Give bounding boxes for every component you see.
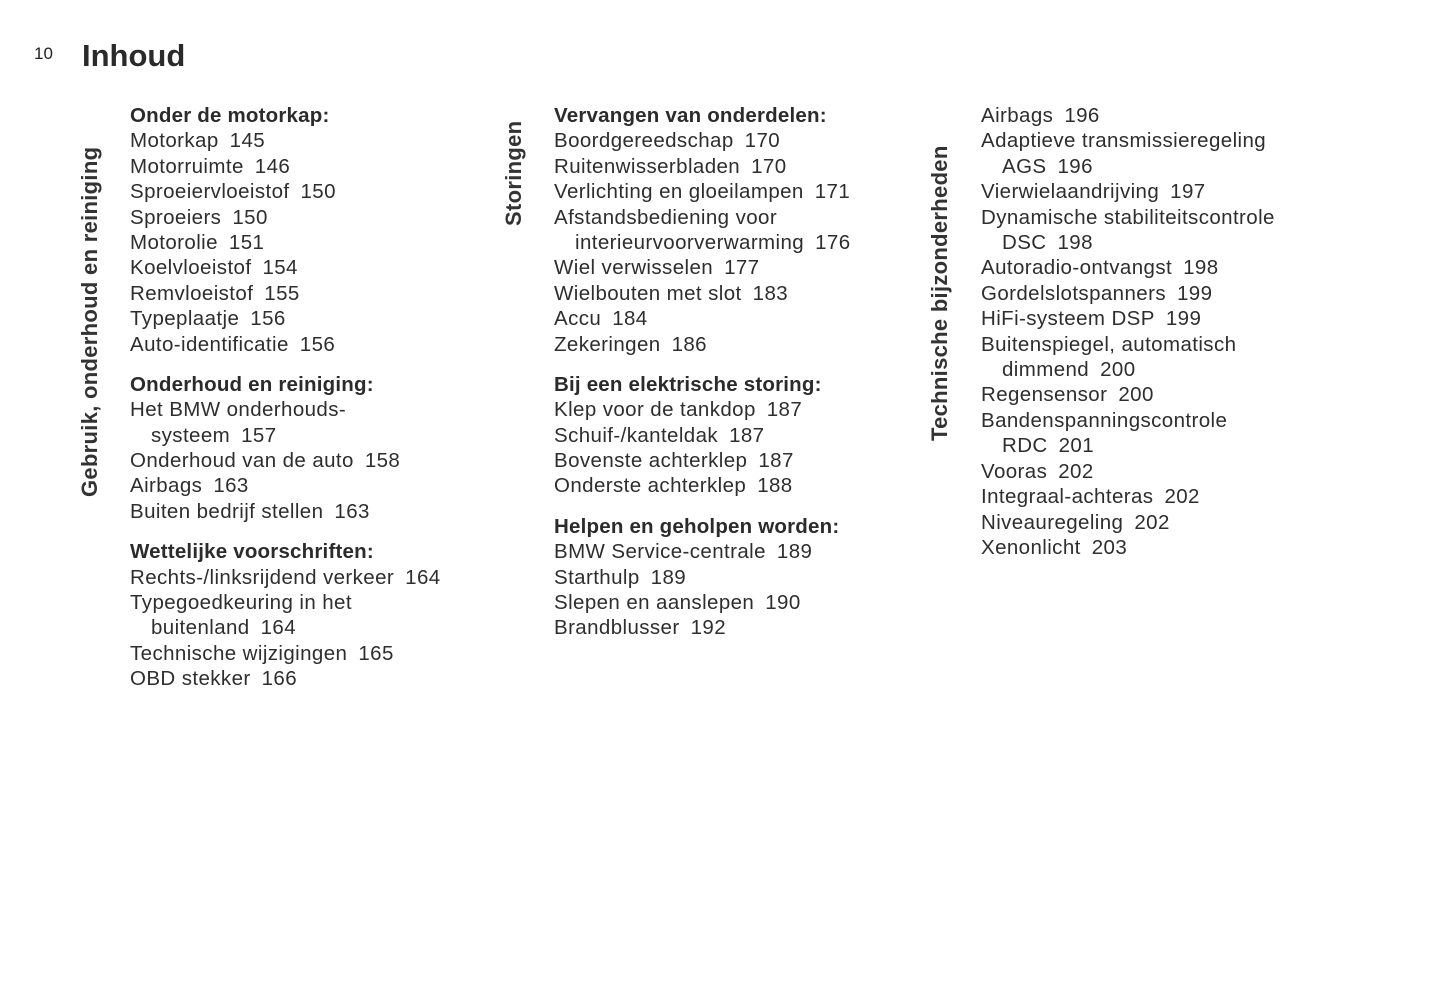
toc-entry[interactable] (130, 306, 500, 331)
entry-page-number: 199 (1165, 307, 1202, 331)
toc-entry[interactable] (554, 281, 914, 306)
entry-page-number: 177 (724, 256, 760, 280)
entry-title: Verlichting en gloeilampen (554, 180, 804, 204)
toc-entry[interactable] (554, 448, 914, 473)
section-heading: Helpen en geholpen worden: (554, 514, 840, 538)
toc-entry[interactable] (554, 423, 914, 448)
toc-entry[interactable] (130, 230, 500, 255)
toc-entry[interactable] (130, 281, 500, 306)
toc-entry[interactable] (981, 281, 1361, 306)
entry-page-number: 197 (1170, 180, 1206, 204)
entry-title: Rechts-/linksrijdend verkeer (130, 565, 395, 589)
entry-title: Wielbouten met slot (554, 281, 742, 305)
entry-title: Wiel verwisselen (554, 256, 714, 280)
toc-entry[interactable] (981, 382, 1361, 407)
entry-title: Remvloeistof (130, 281, 254, 305)
toc-section (554, 372, 914, 499)
toc-entry[interactable] (981, 128, 1361, 179)
toc-section (130, 103, 500, 357)
entry-page-number: 202 (1134, 510, 1170, 534)
entry-page-number: 202 (1164, 485, 1200, 509)
entry-page-number: 165 (358, 641, 394, 665)
entry-title: Buiten bedrijf stellen (130, 499, 324, 523)
entry-title-continued-text: AGS (1002, 154, 1047, 178)
toc-entry[interactable] (130, 154, 500, 179)
entry-page-number: 163 (213, 474, 249, 498)
toc-column-1 (130, 103, 500, 692)
entry-page-number: 170 (751, 154, 787, 178)
entry-title: Afstandsbediening voor (554, 205, 778, 229)
entry-title-continued-text: interieurvoorverwarming (575, 231, 805, 255)
entry-page-number: 192 (690, 616, 726, 640)
entry-title: Zekeringen (554, 332, 661, 356)
entry-title-continued (981, 357, 1361, 382)
toc-entry[interactable] (981, 306, 1361, 331)
entry-page-number: 164 (405, 565, 441, 589)
toc-entry[interactable] (130, 473, 500, 498)
toc-entry[interactable] (554, 205, 914, 256)
entry-title: Gordelslotspanners (981, 281, 1166, 305)
entry-page-number: 190 (765, 590, 801, 614)
entry-title-continued-text: dimmend (1002, 358, 1090, 382)
entry-page-number: 202 (1058, 459, 1094, 483)
entry-title: Typeplaatje (130, 307, 240, 331)
toc-entry[interactable] (554, 332, 914, 357)
toc-section (554, 514, 914, 641)
side-label-gebruik: Gebruik, onderhoud en reiniging (77, 146, 102, 497)
entry-page-number: 154 (262, 256, 298, 280)
toc-entry[interactable] (130, 448, 500, 473)
entry-title: Typegoedkeuring in het (130, 590, 352, 614)
entry-page-number: 150 (232, 205, 268, 229)
toc-entry[interactable] (130, 565, 500, 590)
entry-title: Vierwielaandrijving (981, 180, 1160, 204)
entry-page-number: 155 (264, 281, 300, 305)
toc-entry[interactable] (981, 459, 1361, 484)
entry-title-continued-text: systeem (151, 423, 231, 447)
entry-page-number: 187 (729, 423, 765, 447)
entry-title-continued (981, 154, 1361, 179)
entry-page-number: 146 (254, 154, 291, 178)
entry-title: Niveauregeling (981, 510, 1124, 534)
toc-entry[interactable] (981, 408, 1361, 459)
page-number: 10 (34, 44, 53, 63)
side-label-storingen: Storingen (501, 120, 526, 226)
entry-title: Het BMW onderhouds- (130, 398, 347, 422)
toc-entry[interactable] (130, 499, 500, 524)
entry-page-number: 164 (260, 616, 297, 640)
toc-entry[interactable] (981, 535, 1361, 560)
toc-entry[interactable] (981, 484, 1361, 509)
entry-page-number: 189 (776, 540, 813, 564)
entry-title: HiFi-systeem DSP (981, 307, 1155, 331)
entry-title: Onderhoud van de auto (130, 449, 354, 473)
entry-title: Motorolie (130, 231, 218, 255)
toc-entry[interactable] (981, 255, 1361, 280)
toc-entry[interactable] (130, 397, 500, 448)
entry-title-continued (981, 433, 1361, 458)
entry-title: Starthulp (554, 565, 640, 589)
entry-page-number: 189 (650, 565, 687, 589)
entry-page-number: 203 (1091, 535, 1128, 559)
section-heading: Onder de motorkap: (130, 104, 330, 127)
section-heading: Bij een elektrische storing: (554, 372, 822, 396)
entry-title: Ruitenwisserbladen (554, 154, 741, 178)
toc-entry[interactable] (554, 179, 914, 204)
entry-page-number: 151 (228, 231, 265, 255)
entry-title: Boordgereedschap (554, 129, 734, 153)
toc-entry[interactable] (981, 103, 1361, 128)
entry-page-number: 171 (814, 180, 851, 204)
entry-title: Slepen en aanslepen (554, 590, 755, 614)
entry-title: Xenonlicht (981, 535, 1081, 559)
toc-entry[interactable] (130, 205, 500, 230)
toc-entry[interactable] (554, 128, 914, 153)
toc-entry[interactable] (554, 539, 914, 564)
toc-entry[interactable] (554, 306, 914, 331)
toc-entry[interactable] (554, 255, 914, 280)
toc-entry[interactable] (554, 154, 914, 179)
entry-title: Sproeiervloeistof (130, 180, 290, 204)
toc-column-3 (981, 103, 1361, 560)
entry-page-number: 196 (1057, 154, 1093, 178)
entry-title: Autoradio-ontvangst (981, 256, 1173, 280)
toc-entry[interactable] (981, 205, 1361, 256)
entry-title: Regensensor (981, 383, 1108, 407)
entry-title: BMW Service-centrale (554, 540, 766, 564)
entry-page-number: 150 (300, 180, 336, 204)
toc-section (981, 103, 1361, 560)
entry-page-number: 198 (1183, 256, 1219, 280)
toc-entry[interactable] (130, 179, 500, 204)
entry-title: Buitenspiegel, automatisch (981, 332, 1237, 356)
entry-title-continued-text: buitenland (151, 616, 250, 640)
entry-title-continued-text: RDC (1002, 434, 1048, 458)
toc-entry[interactable] (981, 179, 1361, 204)
entry-page-number: 196 (1064, 104, 1100, 127)
entry-page-number: 156 (299, 332, 336, 356)
entry-title-continued (130, 615, 500, 640)
entry-title: OBD stekker (130, 667, 251, 691)
entry-title: Sproeiers (130, 205, 222, 229)
entry-page-number: 188 (757, 474, 793, 498)
entry-page-number: 184 (612, 307, 648, 331)
entry-page-number: 186 (671, 332, 707, 356)
entry-title: Schuif-/kanteldak (554, 423, 719, 447)
entry-page-number: 187 (758, 449, 794, 473)
section-heading: Wettelijke voorschriften: (130, 540, 374, 564)
entry-page-number: 170 (744, 129, 781, 153)
toc-entry[interactable] (130, 128, 500, 153)
entry-title: Integraal-achteras (981, 485, 1154, 509)
toc-entry[interactable] (554, 615, 914, 640)
entry-title: Accu (554, 307, 602, 331)
entry-title: Motorruimte (130, 154, 244, 178)
entry-title: Bovenste achterklep (554, 449, 748, 473)
toc-section (554, 103, 914, 357)
entry-title: Airbags (981, 104, 1054, 127)
toc-entry[interactable] (130, 590, 500, 641)
toc-entry[interactable] (981, 332, 1361, 383)
entry-title: Auto-identificatie (130, 332, 289, 356)
entry-page-number: 156 (250, 307, 286, 331)
entry-title: Airbags (130, 474, 203, 498)
entry-title: Onderste achterklep (554, 474, 747, 498)
entry-page-number: 166 (261, 667, 297, 691)
entry-title-continued (130, 423, 500, 448)
toc-column-2 (554, 103, 914, 641)
entry-page-number: 183 (752, 281, 789, 305)
entry-page-number: 163 (334, 499, 370, 523)
entry-page-number: 157 (241, 423, 277, 447)
entry-title: Klep voor de tankdop (554, 398, 756, 422)
toc-section (130, 539, 500, 691)
entry-title: Brandblusser (554, 616, 680, 640)
entry-title: Vooras (981, 459, 1048, 483)
section-heading: Vervangen van onderdelen: (554, 104, 827, 127)
section-heading: Onderhoud en reiniging: (130, 372, 374, 396)
toc-entry[interactable] (554, 473, 914, 498)
toc-entry[interactable] (981, 510, 1361, 535)
entry-page-number: 145 (229, 129, 266, 153)
toc-entry[interactable] (554, 397, 914, 422)
entry-title-continued (554, 230, 914, 255)
entry-page-number: 176 (815, 231, 851, 255)
entry-page-number: 198 (1057, 231, 1093, 255)
toc-entry[interactable] (554, 590, 914, 615)
entry-page-number: 187 (766, 398, 803, 422)
entry-page-number: 200 (1100, 358, 1136, 382)
entry-title: Technische wijzigingen (130, 641, 348, 665)
toc-entry[interactable] (130, 666, 500, 691)
entry-page-number: 201 (1058, 434, 1095, 458)
toc-entry[interactable] (130, 641, 500, 666)
toc-entry[interactable] (130, 332, 500, 357)
toc-section (130, 372, 500, 524)
entry-title-continued-text: DSC (1002, 231, 1047, 255)
entry-page-number: 158 (364, 449, 401, 473)
entry-title: Koelvloeistof (130, 256, 252, 280)
entry-title: Bandenspanningscontrole (981, 408, 1228, 432)
entry-title: Dynamische stabiliteitscontrole (981, 205, 1275, 229)
toc-entry[interactable] (554, 565, 914, 590)
page-title: Inhoud (82, 38, 186, 73)
entry-title: Adaptieve transmissieregeling (981, 129, 1267, 153)
entry-title-continued (981, 230, 1361, 255)
entry-page-number: 199 (1176, 281, 1213, 305)
entry-page-number: 200 (1118, 383, 1154, 407)
entry-title: Motorkap (130, 129, 219, 153)
side-label-technische: Technische bijzonderheden (927, 145, 952, 441)
toc-entry[interactable] (130, 255, 500, 280)
